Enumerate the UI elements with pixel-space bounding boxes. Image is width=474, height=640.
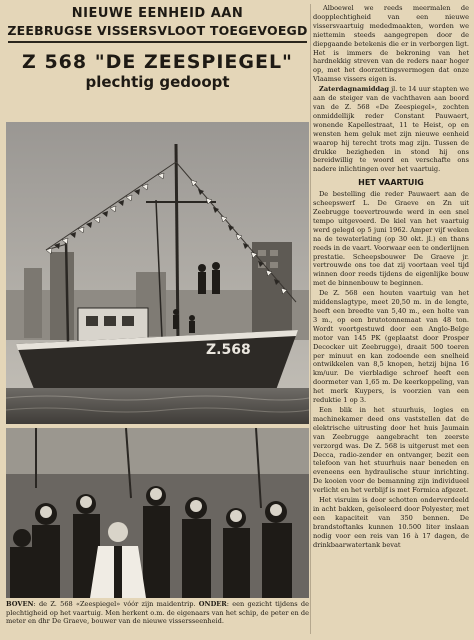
- right-column: [313, 4, 469, 636]
- photo-boat-image: [6, 122, 309, 424]
- kicker-line-1: NIEUWE EENHEID AAN: [71, 6, 244, 21]
- body-paragraph-2: [313, 85, 469, 174]
- photo-ceremony: [6, 428, 309, 598]
- body-paragraph-2-text: jl. te 14 uur stapten we aan de steiger van de vachthaven aan boord van de Z. 568 «De Zeespiegel», zochten onmiddellijk reder Constant Pauwaert, wonende Kapellestraat, 11 te Heist, op en wensten hem geluk met zijn nieuwe eenheid waarop hij terecht trots mag zijn. Tussen de drukke bezigheden in stond hij ons bereidwillig te woord en verschafte ons nadere inlichtingen over het vaartuig.: [313, 85, 469, 174]
- photo-boat: [6, 122, 309, 424]
- headline: Z 568 "DE ZEESPIEGEL": [22, 51, 293, 73]
- photo-ceremony-image: [6, 428, 309, 598]
- caption-label-top: BOVEN: [6, 600, 34, 608]
- kicker-line-2: ZEEBRUGSE VISSERSVLOOT TOEGEVOEGD: [7, 23, 308, 38]
- column-divider: [310, 4, 311, 634]
- caption-text-bottom: : een gezicht tijdens de plechtigheid op het vaartuig. Men herkent o.m. de eigenaars van het schip, de peter en de meter en dhr De Graeve, bouwer van de nieuwe vissersseenheid.: [6, 600, 309, 625]
- left-column: [6, 4, 309, 634]
- hull-number: Z.568: [206, 342, 251, 358]
- section-title: HET VAARTUIG: [358, 178, 424, 188]
- photo-caption: [6, 600, 309, 626]
- subheadline: plechtig gedoopt: [85, 73, 230, 91]
- body-paragraph-6: Het visruim is door schotten onderverdeeld in acht bakken, geïsoleerd door Polyester, met een kapaciteit van 350 bennen. De brandstoftanks kunnen 10.500 liter inslaan nodig voor een reis van 16 à 17 dagen, de drinkbaarwatertank bevat: [313, 496, 469, 549]
- body-paragraph-1: Alboewel we reeds meermalen de doopplechtigheid van een nieuwe vissersvaartuig mededmaakten, worden we niettemin steeds aangegrepen door de diepgaande betekenis die er in verborgen ligt. Het is immers de bekroning van het hardnekkig streven van de reders naar hoger op, met het doorzettingsvermogen dat onze Vlaamse vissers eigen is.: [313, 4, 469, 84]
- caption-label-bottom: ONDER: [198, 600, 227, 608]
- body-paragraph-5: Een blik in het stuurhuis, logies en machinekamer deed ons vaststellen dat de elektrische uitrusting door het huis Jaumain van Zeebrugge aangebracht ten zeerste verzorgd was. De Z. 568 is uitgerust met een Decca, radio-zender en ontvanger, bezit een telefoon van het stuurhuis naar beneden en eveneens een hydraulische stuur inrichting. De kooien voor de bemanning zijn individueel verlicht en het verblijf is met Formica afgezet.: [313, 405, 469, 495]
- body-paragraph-3: De bestelling die reder Pauwaert aan de scheepswerf L. De Graeve en Zn uit Zeebrugge toevertrouwde werd in een snel tempo uitgevoerd. De kiel van het vaartuig werd gelegd op 5 juni 1962. Amper vijf weken na de tewaterlating (op 30 okt. jl.) en thans reeds in de vaart. Voorwaar een te onderlijnen prestatie. Scheepsbouwer De Graeve jr. vertrouwde ons toe dat zij voortaan veel tijd winnen door reeds tijdens de eigenlijke bouw met de binnenbouw te beginnen.: [313, 190, 469, 288]
- body-paragraph-4: De Z. 568 een houten vaartuig van het middenslagtype, meet 20,50 m. in de lengte, heeft een breedte van 5,40 m., een holte van 3 m., op een brutotonnemaat van 48 ton. Wordt voortgestuwd door een Anglo-Belge motor van 145 PK (geplaatst door Prosper Decocker uit Zeebrugge), draait 500 toeren per minuut en kan zodoende een snelheid ontwikkelen van 8,5 knopen, hetzij bijna 16 km/uur. De vierbladige schroef heeft een doormeter van 1,65 m. De keerkoppeling, van het merk Kuypers, is voorzien van een reduktie 1 op 3.: [313, 289, 469, 405]
- caption-text-top: : de Z. 568 «Zeespiegel» vóór zijn maidentrip.: [33, 600, 196, 608]
- body-paragraph-2-lead: Zaterdagnamiddag: [319, 85, 389, 94]
- header-rule: [8, 41, 307, 43]
